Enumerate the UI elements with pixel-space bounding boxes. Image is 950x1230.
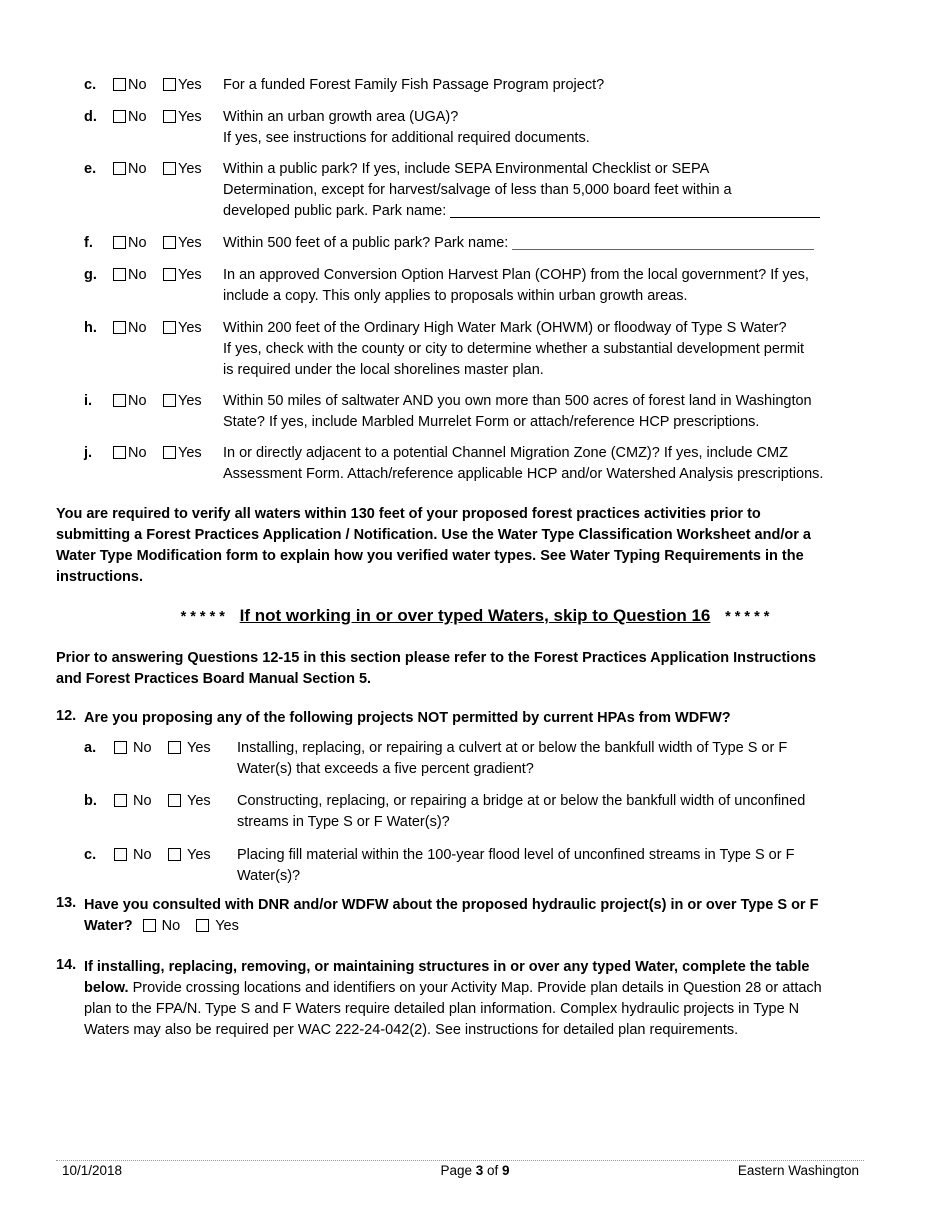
no-checkbox[interactable] [113,267,147,283]
yes-checkbox[interactable] [163,393,202,409]
checkbox-box[interactable] [163,446,176,459]
yes-label: Yes [187,847,211,863]
text-line: If yes, see instructions for additional required documents. [223,130,590,146]
item-text [223,75,883,96]
yes-label: Yes [178,393,202,409]
yes-checkbox[interactable] [163,77,202,93]
no-label: No [128,109,147,125]
checkbox-box[interactable] [143,919,156,932]
checkbox-box[interactable] [113,236,126,249]
text-line [84,916,884,937]
checkbox-box[interactable] [113,446,126,459]
no-label: No [128,235,147,251]
yes-checkbox[interactable] [196,918,239,934]
text-line [223,233,883,254]
checkbox-box[interactable] [114,794,127,807]
checkbox-box[interactable] [113,162,126,175]
checkbox-box[interactable] [113,321,126,334]
item-text [223,443,883,485]
page-total: 9 [502,1163,510,1178]
text-line: Assessment Form. Attach/reference applicable HCP and/or Watershed Analysis prescriptions. [223,466,824,482]
checkbox-box[interactable] [163,78,176,91]
footer-date: 10/1/2018 [62,1163,123,1178]
item-text [237,845,877,887]
text-line: If yes, check with the county or city to determine whether a substantial development permit [223,341,805,357]
question-number: 14. [56,957,77,973]
text-line: In or directly adjacent to a potential Channel Migration Zone (CMZ)? If yes, include CMZ [223,445,788,461]
text-line: streams in Type S or F Water(s)? [237,814,450,830]
park-name-field[interactable] [450,203,820,218]
no-label: No [161,918,181,934]
checkbox-box[interactable] [113,394,126,407]
no-label: No [133,847,152,863]
yes-checkbox[interactable] [163,161,202,177]
item-letter: a. [84,740,97,756]
page-num: 3 [475,1163,484,1178]
yes-checkbox[interactable] [163,445,202,461]
yes-checkbox[interactable] [168,847,211,863]
question-number: 13. [56,895,77,911]
no-checkbox[interactable] [113,445,147,461]
text-line: Within 50 miles of saltwater AND you own more than 500 acres of forest land in Washington [223,393,812,409]
stars-right: * * * * * [725,609,770,625]
item-letter: d. [84,109,97,125]
checkbox-box[interactable] [163,110,176,123]
text-line: Within 200 feet of the Ordinary High Water Mark (OHWM) or floodway of Type S Water? [223,320,787,336]
question-number: 12. [56,708,77,724]
text-line: Placing fill material within the 100-year flood level of unconfined streams in Type S or F [237,847,795,863]
no-checkbox[interactable] [114,847,152,863]
no-checkbox[interactable] [113,320,147,336]
yes-checkbox[interactable] [163,267,202,283]
checkbox-box[interactable] [168,794,181,807]
yes-checkbox[interactable] [163,235,202,251]
no-checkbox[interactable] [114,740,152,756]
yes-checkbox[interactable] [163,320,202,336]
text-line: instructions. [56,569,144,585]
text-line: include a copy. This only applies to proposals within urban growth areas. [223,288,688,304]
item-text [223,265,883,307]
checkbox-box[interactable] [114,848,127,861]
checkbox-box[interactable] [168,848,181,861]
no-label: No [128,161,147,177]
park-name-label: Within 500 feet of a public park? Park name: [223,235,509,251]
no-label: No [133,793,152,809]
item-letter: i. [84,393,93,409]
yes-label: Yes [178,445,202,461]
checkbox-box[interactable] [163,321,176,334]
no-label: No [128,77,147,93]
item-text [223,107,883,149]
yes-label: Yes [215,918,239,934]
text-line: For a funded Forest Family Fish Passage Program project? [223,77,605,93]
yes-label: Yes [178,77,202,93]
yes-label: Yes [178,109,202,125]
item-letter: f. [84,235,93,251]
checkbox-box[interactable] [163,394,176,407]
skip-text: If not working in or over typed Waters, skip to Question 16 [239,606,711,625]
skip-instruction [0,606,950,626]
no-checkbox[interactable] [113,235,147,251]
checkbox-box[interactable] [163,236,176,249]
water-verification-notice [56,504,886,588]
question-text [84,895,884,937]
text-line: Water Type Modification form to explain how you verified water types. See Water Typing Requirements in the [56,548,804,564]
text-line: Installing, replacing, or repairing a culvert at or below the bankfull width of Type S or F [237,740,788,756]
bold-text: below. [84,980,129,996]
no-label: No [128,267,147,283]
no-label: No [128,393,147,409]
yes-checkbox[interactable] [168,793,211,809]
prior-instructions [56,648,886,690]
page-prefix: Page [440,1163,476,1178]
yes-label: Yes [187,793,211,809]
text-line [223,201,883,222]
item-letter: c. [84,847,97,863]
item-letter: c. [84,77,97,93]
text-line: In an approved Conversion Option Harvest Plan (COHP) from the local government? If yes, [223,267,809,283]
text-line: plan to the FPA/N. Type S and F Waters require detailed plan information. Complex hydraulic projects in Type N [84,1001,800,1017]
no-checkbox[interactable] [113,77,147,93]
item-letter: b. [84,793,97,809]
text-line: Waters may also be required per WAC 222-24-042(2). See instructions for detailed plan requirements. [84,1022,739,1038]
item-text [223,318,883,381]
footer-divider [56,1160,864,1161]
checkbox-box[interactable] [163,268,176,281]
checkbox-box[interactable] [113,110,126,123]
checkbox-box[interactable] [113,268,126,281]
no-checkbox[interactable] [143,918,181,934]
text-line: Prior to answering Questions 12-15 in this section please refer to the Forest Practices Application Instructions [56,650,817,666]
text-line: Within a public park? If yes, include SEPA Environmental Checklist or SEPA [223,161,710,177]
checkbox-box[interactable] [168,741,181,754]
no-label: No [128,445,147,461]
question-text [84,957,884,1041]
item-letter: g. [84,267,97,283]
item-letter: j. [84,445,93,461]
stars-left: * * * * * [180,609,225,625]
park-name-field[interactable] [512,235,814,250]
text-line: is required under the local shorelines master plan. [223,362,544,378]
park-name-label: developed public park. Park name: [223,203,447,219]
question-text-tail: Water? [84,918,133,934]
page-mid: of [483,1163,503,1178]
yes-label: Yes [178,161,202,177]
yes-label: Yes [178,267,202,283]
yes-label: Yes [178,320,202,336]
item-text [223,159,883,222]
text-line: Water(s)? [237,868,301,884]
item-text [223,391,883,433]
checkbox-box[interactable] [196,919,209,932]
text-line: You are required to verify all waters within 130 feet of your proposed forest practices activities prior to [56,506,761,522]
text-line: and Forest Practices Board Manual Section 5. [56,671,372,687]
text-line: Within an urban growth area (UGA)? [223,109,459,125]
item-text [237,738,877,780]
item-text [237,791,877,833]
footer-region: Eastern Washington [737,1163,859,1178]
no-checkbox[interactable] [113,109,147,125]
text-line: Determination, except for harvest/salvage of less than 5,000 board feet within a [223,182,732,198]
yes-label: Yes [178,235,202,251]
yes-label: Yes [187,740,211,756]
checkbox-box[interactable] [114,741,127,754]
plain-text: Provide crossing locations and identifiers on your Activity Map. Provide plan details in Question 28 or attach [128,980,822,996]
question-text: Are you proposing any of the following projects NOT permitted by current HPAs from WDFW? [84,710,731,726]
text-line: Water(s) that exceeds a five percent gradient? [237,761,534,777]
text-line: submitting a Forest Practices Application / Notification. Use the Water Type Classification Worksheet and/or a [56,527,811,543]
checkbox-box[interactable] [113,78,126,91]
no-checkbox[interactable] [113,393,147,409]
no-label: No [133,740,152,756]
no-checkbox[interactable] [114,793,152,809]
no-label: No [128,320,147,336]
yes-checkbox[interactable] [163,109,202,125]
text-line: State? If yes, include Marbled Murrelet Form or attach/reference HCP prescriptions. [223,414,760,430]
text-line: Have you consulted with DNR and/or WDFW about the proposed hydraulic project(s) in or over Type S or F [84,897,819,913]
yes-checkbox[interactable] [168,740,211,756]
text-line: Constructing, replacing, or repairing a bridge at or below the bankfull width of unconfined [237,793,806,809]
item-letter: e. [84,161,97,177]
text-line: If installing, replacing, removing, or maintaining structures in or over any typed Water, complete the table [84,959,810,975]
item-letter: h. [84,320,97,336]
no-checkbox[interactable] [113,161,147,177]
item-text [223,233,883,254]
text-line [84,978,884,999]
checkbox-box[interactable] [163,162,176,175]
